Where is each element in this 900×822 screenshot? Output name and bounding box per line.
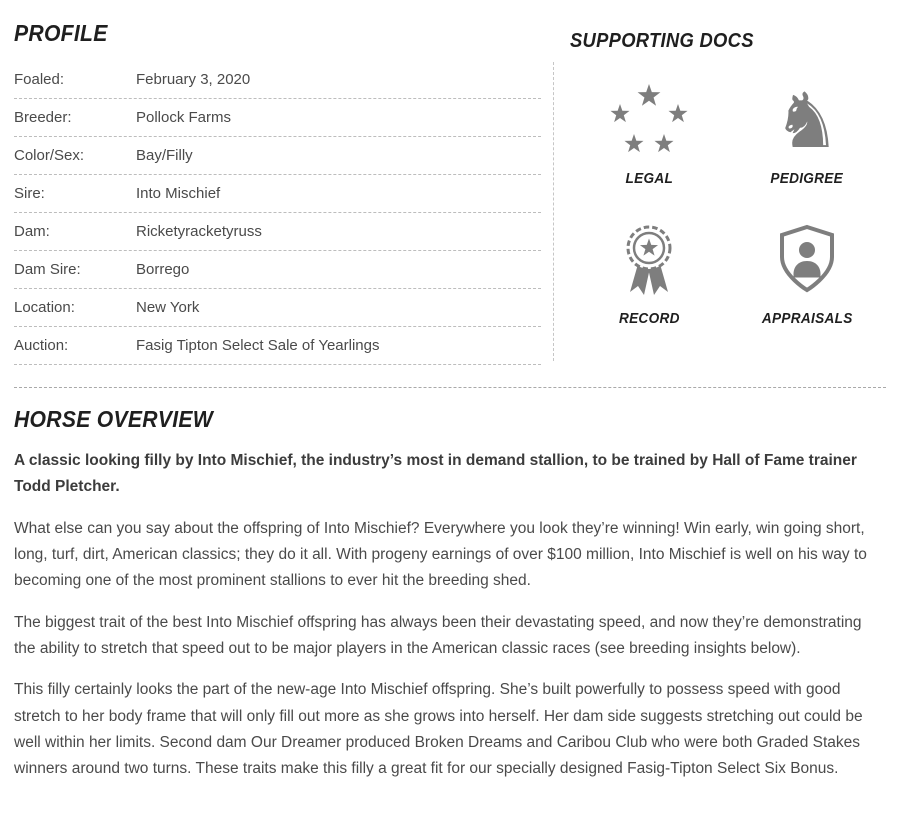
profile-row-location <box>14 289 541 327</box>
field-value: Pollock Farms <box>136 109 232 126</box>
field-value: Fasig Tipton Select Sale of Yearlings <box>136 337 380 354</box>
field-label: Sire: <box>14 185 45 202</box>
overview-paragraph: What else can you say about the offspring of Into Mischief? Everywhere you look they’re winning! Win early, win going short, long, turf, dirt, American classics; they do it all. With progeny earnings of over $100 million, Into Mischief is well on his way to becoming one of the most prominent stallions to ever hit the breeding shed. <box>14 519 867 590</box>
horse-head-icon: ♞ <box>772 76 842 165</box>
shield-person-icon <box>776 221 838 301</box>
top-section <box>14 16 886 365</box>
doc-item-legal[interactable] <box>570 81 728 187</box>
field-value: Bay/Filly <box>136 147 193 164</box>
doc-label: RECORD <box>618 311 680 327</box>
horse-overview-title: HORSE OVERVIEW <box>14 406 214 432</box>
profile-section <box>14 16 541 365</box>
doc-label: PEDIGREE <box>770 171 844 187</box>
doc-item-record[interactable] <box>570 221 728 327</box>
profile-row-dam <box>14 213 541 251</box>
doc-label: APPRAISALS <box>761 311 853 327</box>
field-label: Auction: <box>14 337 69 354</box>
field-label: Location: <box>14 299 75 316</box>
section-divider <box>14 387 886 388</box>
award-ribbon-icon <box>612 221 686 301</box>
field-value: Into Mischief <box>136 185 221 202</box>
doc-item-appraisals[interactable] <box>728 221 886 327</box>
supporting-docs-grid <box>570 76 886 327</box>
profile-row-foaled <box>14 61 541 99</box>
overview-lead-paragraph: A classic looking filly by Into Mischief, the industry’s most in demand stallion, to be trained by Hall of Fame trainer Todd Pletcher. <box>14 452 857 496</box>
doc-item-pedigree[interactable] <box>728 76 886 187</box>
profile-table <box>14 61 541 365</box>
field-value: New York <box>136 299 200 316</box>
field-label: Dam Sire: <box>14 261 81 278</box>
supporting-docs-title: SUPPORTING DOCS <box>570 30 754 52</box>
overview-paragraph: This filly certainly looks the part of the new-age Into Mischief offspring. She’s built powerfully to possess speed with good stretch to her body frame that will only fill out more as she grows into herself. Her dam side suggests stretching out could be well within her limits. Second dam Our Dreamer produced Broken Dreams and Caribou Club who were both Graded Stakes winners around two turns. These traits make this filly a great fit for our specially designed Fasig-Tipton Select Six Bonus. <box>14 681 863 778</box>
field-label: Foaled: <box>14 71 65 88</box>
field-value: Ricketyracketyruss <box>136 223 262 240</box>
doc-label: LEGAL <box>625 171 673 187</box>
profile-row-color-sex <box>14 137 541 175</box>
legal-stars-icon <box>601 81 697 161</box>
supporting-docs-section <box>554 16 886 365</box>
field-value: February 3, 2020 <box>136 71 251 88</box>
profile-row-dam-sire <box>14 251 541 289</box>
profile-row-auction <box>14 327 541 365</box>
horse-overview-section <box>14 406 886 783</box>
overview-paragraph: The biggest trait of the best Into Mischief offspring has always been their devastating speed, and now they’re demonstrating the ability to stretch that speed out to be major players in the American classic races (see breeding insights below). <box>14 613 862 658</box>
field-label: Breeder: <box>14 109 72 126</box>
field-label: Color/Sex: <box>14 147 85 164</box>
profile-row-sire <box>14 175 541 213</box>
field-label: Dam: <box>14 223 50 240</box>
profile-title: PROFILE <box>14 20 108 46</box>
field-value: Borrego <box>136 261 190 278</box>
profile-row-breeder <box>14 99 541 137</box>
